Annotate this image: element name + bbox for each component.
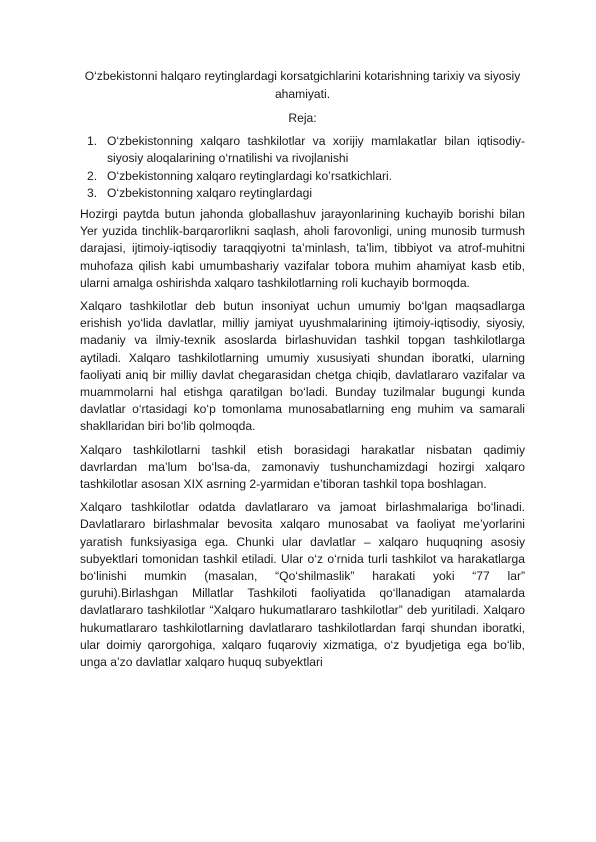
plan-item-number: 3. xyxy=(87,185,98,200)
plan-list xyxy=(80,133,525,202)
plan-item-number: 1. xyxy=(87,134,98,149)
body-paragraph: Xalqaro tashkilotlarni tashkil etish borasidagi harakatlar nisbatan qadimiy davrlardan ma’lum bo‘lsa-da, zamonaviy tushunchamizdagi hozirgi xalqaro tashkilotlar asosan XIX asrning 2-yarmidan e’tiboran tashkil topa boshlagan. xyxy=(80,442,525,492)
plan-item-text: O‘zbekistonning xalqaro tashkilotlar va xorijiy mamlakatlar bilan iqtisodiy-siyosiy aloqalarining o‘rnatilishi va rivojlanishi xyxy=(107,134,525,166)
document-title: O‘zbekistonni halqaro reytinglardagi korsatgichlarini kotarishning tarixiy va siyosiy ahamiyati. xyxy=(84,69,521,101)
plan-item xyxy=(80,133,525,167)
plan-item-text: O‘zbekistonning xalqaro reytinglardagi ko’rsatkichlari. xyxy=(107,168,393,183)
body-paragraph: Xalqaro tashkilotlar deb butun insoniyat uchun umumiy bo‘lgan maqsadlarga erishish yo‘lida davlatlar, milliy jamiyat uyushmalarining ijtimoiy-iqtisodiy, siyosiy, madaniy va ilmiy-texnik asoslarda birlashuvidan tashkil topgan tashkilotlarga aytiladi. Xalqaro tashkilotlarning umumiy xususiyati shundan iboratki, ularning faoliyati aniq bir milliy davlat chegarasidan chetga chiqib, davlatlararo vazifalar va muammolarni hal etishga qaratilgan bo‘ladi. Bunday tuzilmalar bugungi kunda davlatlar o‘rtasidagi ko‘p tomonlama munosabatlarning eng muhim va samarali shakllaridan biri bo‘lib qolmoqda. xyxy=(80,299,525,434)
document-body xyxy=(80,68,525,677)
plan-item-number: 2. xyxy=(87,168,98,183)
body-paragraph: Xalqaro tashkilotlar odatda davlatlararo va jamoat birlashmalariga bo‘linadi. Davlatlararo birlashmalar bevosita xalqaro munosabat va faoliyat me’yorlarini yaratish funksiyasiga ega. Chunki ular davlatlar – xalqaro huquqning asosiy subyektlari tomonidan tashkil etiladi. Ular o‘z o‘rnida turli tashkilot va harakatlarga bo‘linishi mumkin (masalan, “Qo‘shilmaslik” harakati yoki “77 lar” guruhi).Birlashgan Millatlar Tashkiloti faoliyatida qo‘llanadigan atamalarda davlatlararo tashkilotlar “Xalqaro hukumatlararo tashkilotlar” deb yuritiladi. Xalqaro hukumatlararo tashkilotlarning davlatlararo tashkilotlardan farqi shundan iboratki, ular doimiy qarorgohiga, xalqaro fuqaroviy xizmatiga, o‘z byudjetiga ega bo‘lib, unga a’zo davlatlar xalqaro huquq subyektlari xyxy=(80,500,525,670)
plan-item xyxy=(80,185,525,202)
body-paragraph: Hozirgi paytda butun jahonda globallashuv jarayonlarining kuchayib borishi bilan Yer yuzida tinchlik-barqarorlikni saqlash, aholi farovonligi, uning munosib turmush darajasi, ijtimoiy-iqtisodiy taraqqiyotni ta’minlash, ta’lim, tibbiyot va atrof-muhitni muhofaza qilish kabi umumbashariy vazifalar tobora muhim ahamiyat kasb etib, ularni amalga oshirishda xalqaro tashkilotlarning roli kuchayib bormoqda. xyxy=(80,207,525,290)
plan-item xyxy=(80,168,525,185)
plan-heading: Reja: xyxy=(288,111,317,125)
plan-item-text: O‘zbekistonning xalqaro reytinglardagi xyxy=(107,185,313,200)
